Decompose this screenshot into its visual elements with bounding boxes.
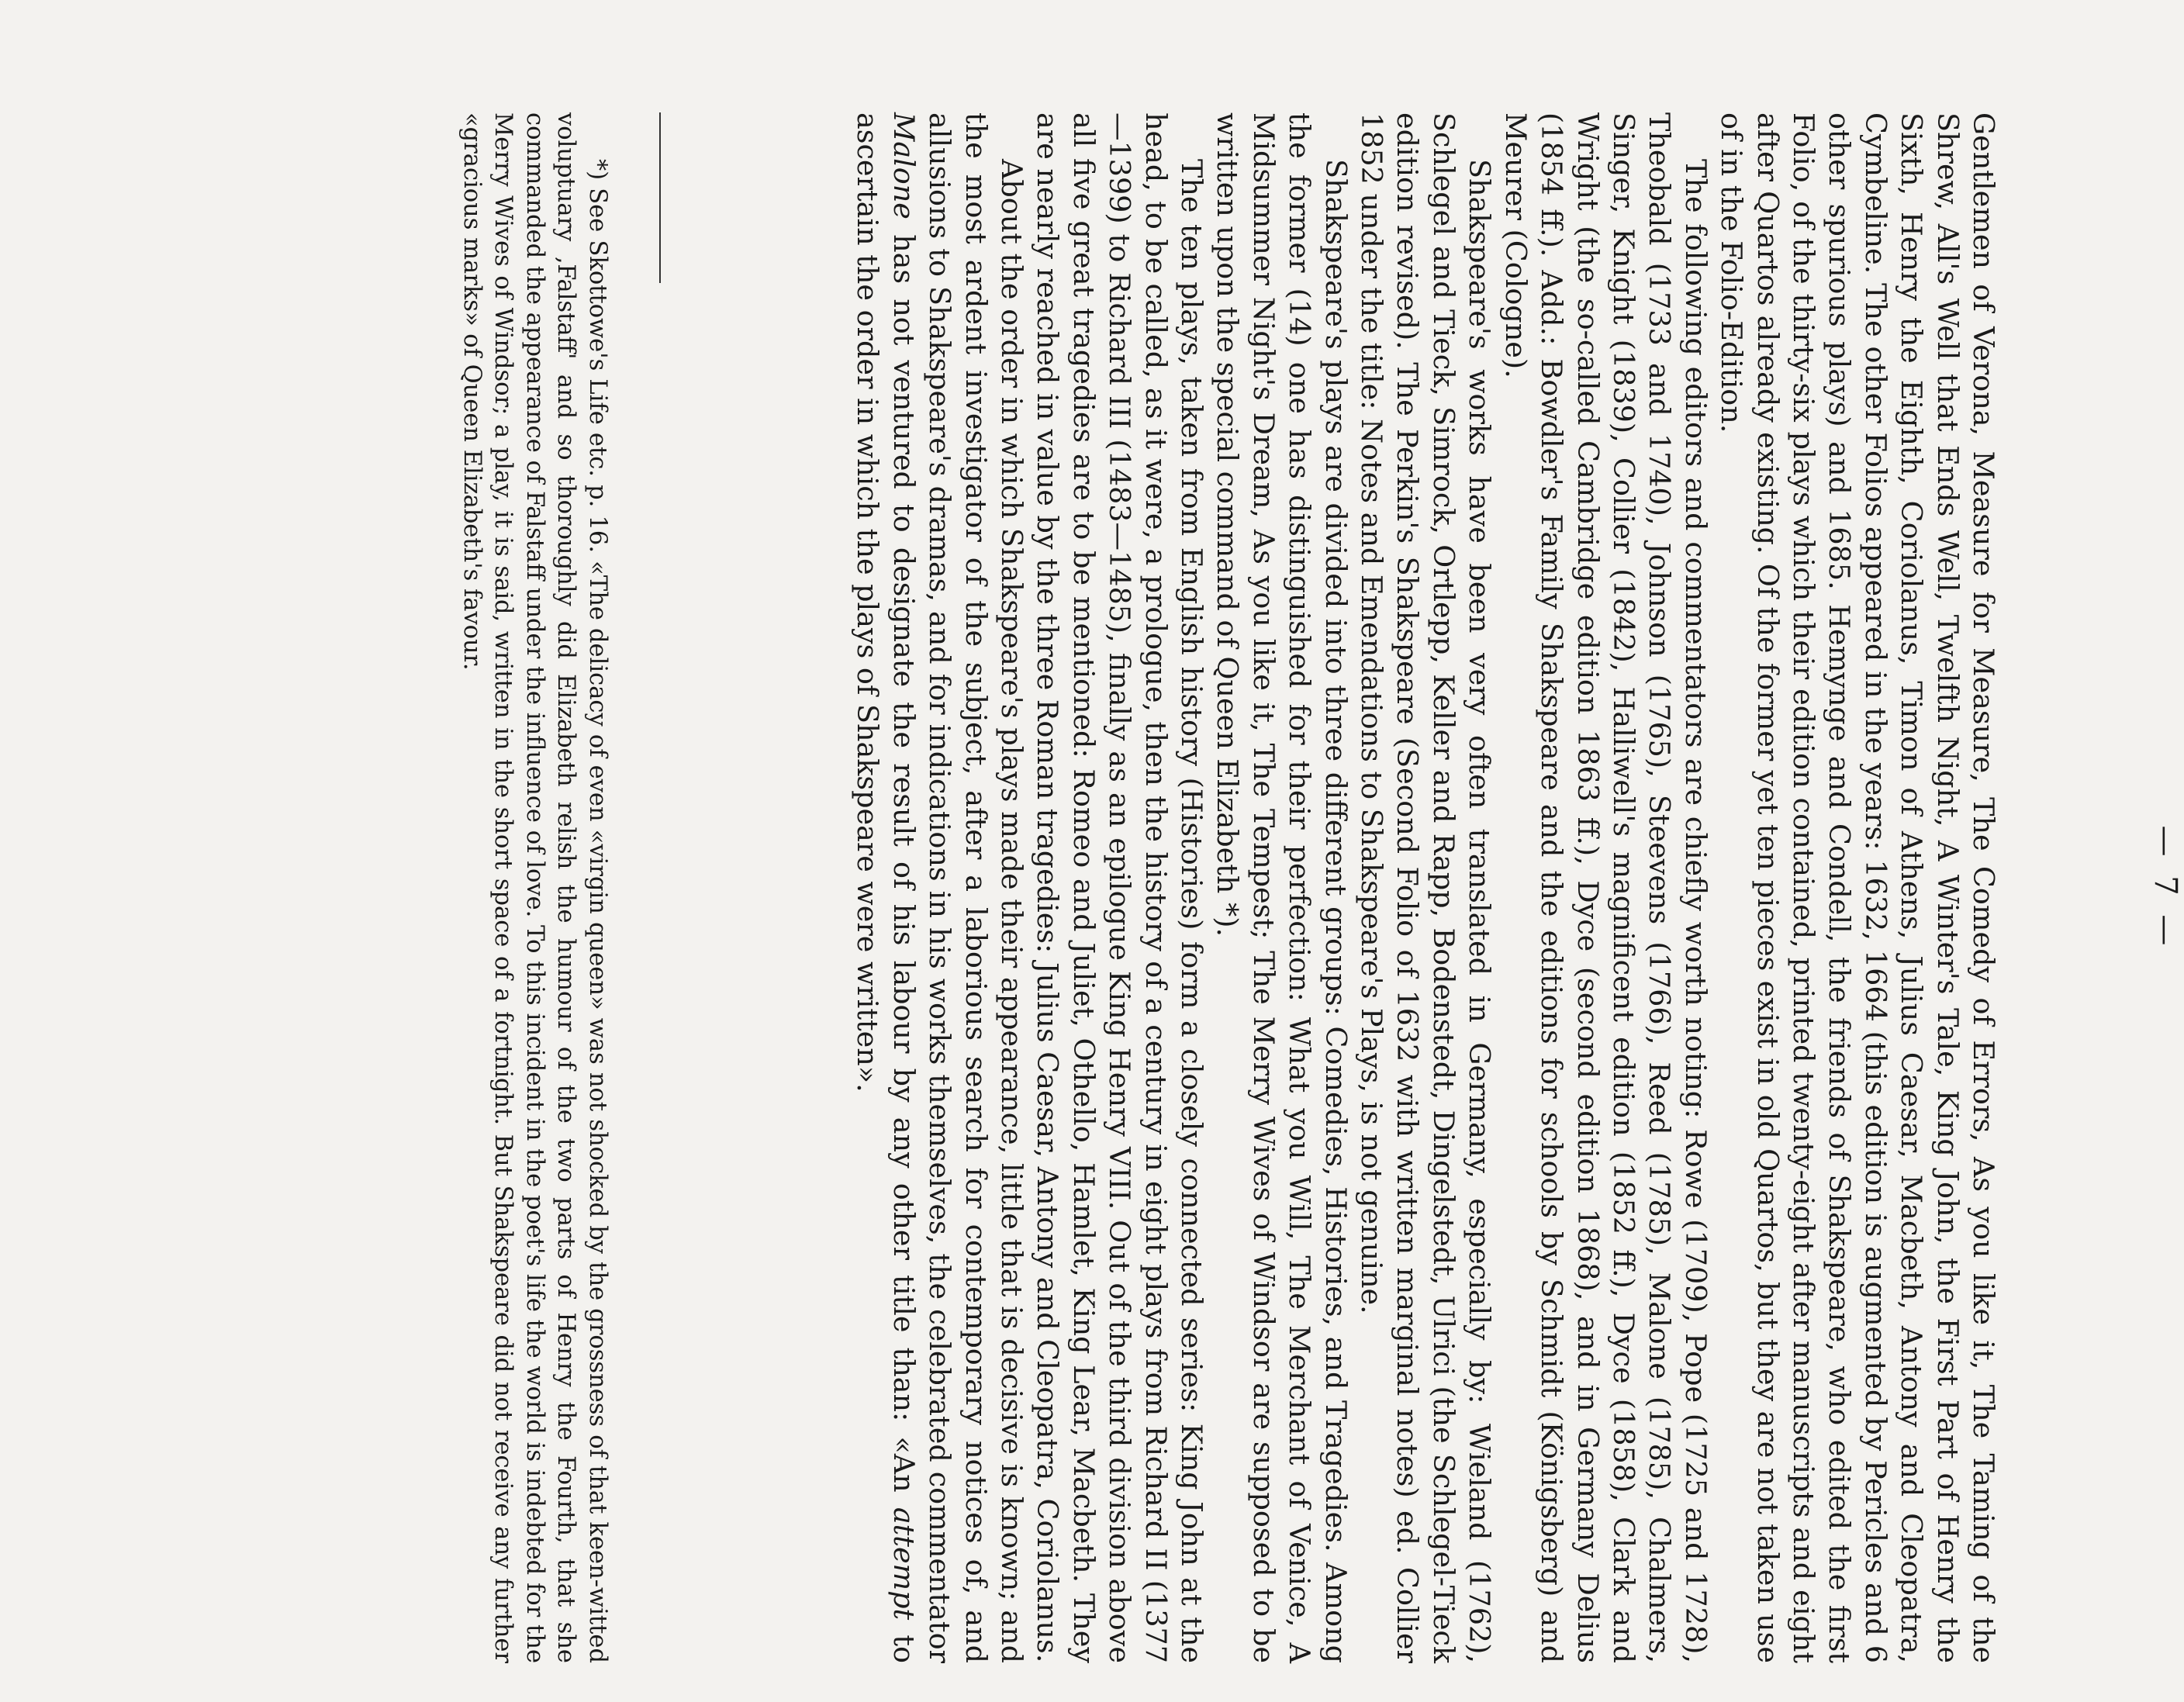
paragraph-4: Shakspeare's plays are divided into three different groups: Comedies, Histories, and Tragedies. Among the former (14) one has distinguished for their perfection: What you Will, The Merchant of Venice, A Midsummer Night's Dream, As you like it, The Tempest; The Merry Wives of Windsor are supposed to be written upon the special command of Queen Elizabeth *). [1211, 112, 1353, 1663]
main-text [849, 112, 2001, 1663]
paragraph-2: The following editors and commentators are chiefly worth noting: Rowe (1709), Pope (1725 and 1728), Theobald (1733 and 1740), Johnson (1765), Steevens (1766), Reed (1785), Malone (1785), Chalmers, Singer, Knight (1839), Collier (1842), Halliwell's magnificent edition (1852 ff.), Dyce (1858), Clark and Wright (the so-called Cambridge edition 1863 ff.), Dyce (second edition 1868), and in Germany Delius (1854 ff.). Add.: Bowdler's Family Shakspeare and the editions for schools by Schmidt (Königsberg) and Meurer (Cologne). [1498, 112, 1712, 1663]
paragraph-3: Shakspeare's works have been very often translated in Germany, especially by: Wieland (1762), Schlegel and Tieck, Simrock, Ortlepp, Keller and Rapp, Bodenstedt, Dingelstedt, Ulrici (the Schlegel-Tieck edition revised). The Perkin's Shakspeare (Second Folio of 1632 with written marginal notes) ed. Collier 1852 under the title: Notes and Emendations to Shakspeare's Plays, is not genuine. [1355, 112, 1497, 1663]
rotated-text-block [140, 112, 2183, 1663]
footnote [456, 112, 613, 1663]
footnote-rule [659, 112, 661, 283]
paragraph-6-text-before: About the order in which Shakspeare's plays made their appearance, little that is decisive is known; and the most ardent investigator of the subject, after a laborious search for contemporary notices of, and allusions to Shakspeare's dramas, and for indications in his works themselves, the celebrated commentator [923, 112, 1029, 1663]
emphasis-malone: Malone [886, 112, 921, 219]
paragraph-6-text-middle: has not ventured to designate the result of his labour by any other title than: «An [886, 219, 921, 1507]
paragraph-5: The ten plays, taken from English history (Histories) form a closely connected series: King John at the head, to be called, as it were, a prologue, then the history of a century in eight plays from Richard II (1377—1399) to Richard III (1483—1485), finally as an epilogue King Henry VIII. Out of the third division above all five great tragedies are to be mentioned: Romeo and Juliet, Othello, Hamlet, King Lear, Macbeth. They are nearly reached in value by the three Roman tragedies: Julius Caesar, Antony and Cleopatra, Coriolanus. [1031, 112, 1209, 1663]
emphasis-attempt: attempt [886, 1507, 921, 1621]
paragraph-6-text-after: to ascertain the order in which the plays of Shakspeare were written». [851, 112, 921, 1663]
footnote-text: *) See Skottowe's Life etc. p. 16. «The delicacy of even «virgin queen» was not shocked by the grossness of that keen-witted voluptuary ‚Falstaff' and so thoroughly did Elizabeth relish the humour of the two parts of Henry the Fourth, that she commanded the appearance of Falstaff under the influence of love. To this incident in the poet's life the world is indebted for the Merry Wives of Windsor; a play, it is said, written in the short space of a fortnight. But Shakspeare did not receive any further «gracious marks» of Queen Elizabeth's favour. [458, 112, 611, 1663]
page-number: — 7 — [2148, 825, 2183, 951]
paragraph-6 [849, 112, 1029, 1663]
paragraph-1: Gentlemen of Verona, Measure for Measure, The Comedy of Errors, As you like it, The Taming of the Shrew, All's Well that Ends Well, Twelfth Night, A Winter's Tale, King John, the First Part of Henry the Sixth, Henry the Eighth, Coriolanus, Timon of Athens, Julius Caesar, Macbeth, Antony and Cleopatra, Cymbeline. The other Folios appeared in the years: 1632, 1664 (this edition is augmented by Pericles and 6 other spurious plays) and 1685. Hemynge and Condell, the friends of Shakspeare, who edited the first Folio, of the thirty-six plays which their edition contained, printed twenty-eight after manuscripts and eight after Quartos already existing. Of the former yet ten pieces exist in old Quartos, but they are not taken use of in the Folio-Edition. [1715, 112, 2000, 1663]
